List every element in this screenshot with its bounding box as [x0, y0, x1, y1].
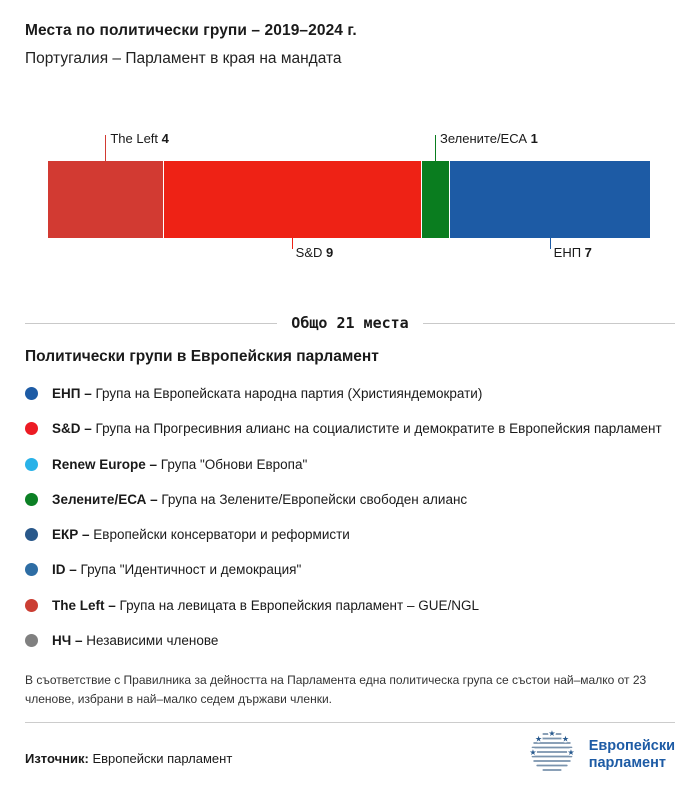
legend-color-dot	[25, 528, 38, 541]
ep-logo-line1: Европейски	[588, 738, 675, 755]
svg-text:★: ★	[534, 734, 542, 744]
footnote: В съответствие с Правилника за дейността на Парламента една политическа група се състои най–малко от 23 членове, избрани в най–малко седем държави членки.	[25, 673, 647, 706]
legend-item-text: ЕКР – Европейски консерватори и реформисти	[52, 527, 350, 542]
footer	[25, 725, 675, 780]
european-parliament-logo	[526, 725, 675, 780]
segment-label-text: The Left 4	[110, 131, 169, 146]
bar-segment	[421, 161, 450, 238]
seats-stacked-bar-chart	[48, 131, 650, 264]
legend-list	[25, 384, 675, 651]
legend-item	[25, 455, 675, 475]
bar-segment	[48, 161, 163, 238]
legend-item-text: НЧ – Независими членове	[52, 632, 219, 648]
ep-logo-text	[589, 738, 675, 771]
legend-item-text: Renew Europe – Група "Обнови Европа"	[52, 456, 308, 472]
legend-item-text: The Left – Група на левицата в Европейския парламент – GUE/NGL	[52, 597, 479, 613]
chart-labels-bottom	[48, 238, 650, 264]
svg-text:★: ★	[529, 748, 537, 758]
bar-segment	[449, 161, 650, 238]
legend-heading: Политически групи в Европейския парламент	[25, 348, 379, 365]
label-tick	[435, 135, 436, 161]
footer-divider	[25, 722, 675, 723]
legend-item-text: Зелените/ЕСА – Група на Зелените/Европейски свободен алианс	[52, 491, 468, 507]
legend-item-text: ID – Група "Идентичност и демокрация"	[52, 562, 302, 578]
stacked-bar	[48, 161, 650, 238]
legend-color-dot	[25, 599, 38, 612]
page-subtitle: Португалия – Парламент в края на мандата	[25, 50, 342, 67]
legend-color-dot	[25, 422, 38, 435]
legend-item	[25, 490, 675, 510]
divider-line-left	[25, 323, 277, 324]
legend-item	[25, 384, 675, 404]
legend-color-dot	[25, 387, 38, 400]
divider-line-right	[423, 323, 675, 324]
segment-label-text: ЕНП 7	[553, 245, 592, 260]
legend-item-text: ЕНП – Група на Европейската народна партия (Християндемократи)	[52, 386, 483, 401]
svg-text:★: ★	[567, 748, 575, 758]
total-divider	[25, 314, 675, 332]
svg-text:★: ★	[548, 729, 556, 739]
legend-item	[25, 525, 675, 545]
bar-segment	[163, 161, 421, 238]
legend-color-dot	[25, 493, 38, 506]
source-line	[25, 751, 232, 766]
segment-label-text: S&D 9	[295, 245, 334, 260]
source-label: Източник:	[25, 751, 89, 767]
label-tick	[292, 238, 293, 249]
legend-item	[25, 596, 675, 616]
ep-logo-line2: парламент	[588, 754, 666, 771]
legend-color-dot	[25, 458, 38, 471]
label-tick	[550, 238, 551, 249]
legend-item-text: S&D – Група на Прогресивния алианс на социалистите и демократите в Европейския парламент	[52, 421, 662, 437]
total-label: Общо 21 места	[291, 314, 409, 332]
ep-hemicycle-icon	[526, 729, 580, 780]
page-title: Места по политически групи – 2019–2024 г.	[25, 22, 357, 39]
legend-color-dot	[25, 634, 38, 647]
legend-item	[25, 560, 675, 580]
source-value: Европейски парламент	[92, 751, 233, 767]
legend-item	[25, 419, 675, 439]
svg-text:★: ★	[561, 734, 569, 744]
segment-label-text: Зелените/ЕСА 1	[440, 131, 538, 146]
label-tick	[105, 135, 106, 161]
chart-labels-top	[48, 131, 650, 161]
legend-item	[25, 631, 675, 651]
legend-color-dot	[25, 563, 38, 576]
